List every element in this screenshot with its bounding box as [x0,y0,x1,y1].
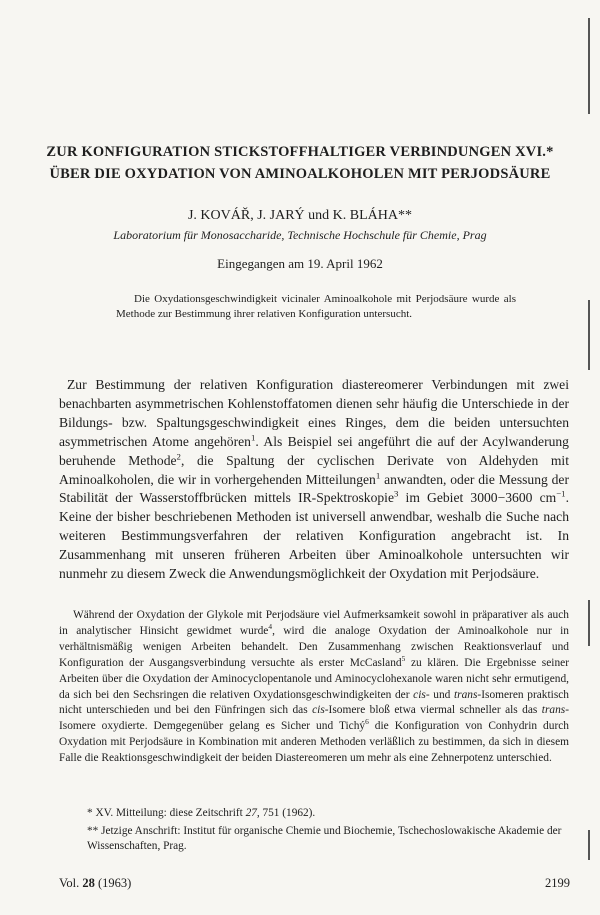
scan-margin-line [588,600,590,646]
page-number: 2199 [545,876,570,890]
authors: J. KOVÁŘ, J. JARÝ und K. BLÁHA** [187,208,412,223]
received-date: Eingegangen am 19. April 1962 [217,256,383,271]
article-title-line-1: ZUR KONFIGURATION STICKSTOFFHALTIGER VERBINDUNGEN XVI.* [46,144,554,160]
scan-margin-line [588,830,590,860]
body-paragraph-1: Zur Bestimmung der relativen Konfiguration diastereomerer Verbindungen mit zwei benachbarten asymmetrischen Kohlenstoffatomen dienen sehr häufig die Unterschiede in der Bildungs- bzw. Spaltungsgeschwindigkeit eines Ringes, dem die beiden untersuchten asymmetrischen Atome angehören$^1$. Als Beispiel sei angeführt die auf der Acylwanderung beruhende Methode$^2$, die Spaltung der cyclischen Derivate von Aldehyden mit Aminoalkoholen, die wir in vorhergehenden Mitteilungen$^1$ anwandten, oder die Messung der Stabilität der Wasserstoffbrücken mittels IR-Spektroskopie$^3$ im Gebiet 3000−3600 $cm^{-1}$. Keine der bisher beschriebenen Methoden ist universell anwendbar, weshalb die Suche nach weiteren Bestimmungsverfahren der relativen Konfiguration angebracht ist. In Zusammenhang mit unseren früheren Arbeiten über Aminoalkohole untersuchten wir nunmehr zu diesem Zweck die Anwendungsmöglichkeit der Oxydation mit Perjodsäure. [59,377,569,582]
scan-margin-line [588,18,590,114]
article-title-line-2: ÜBER DIE OXYDATION VON AMINOALKOHOLEN MIT PERJODSÄURE [49,166,551,182]
affiliation: Laboratorium für Monosaccharide, Technische Hochschule für Chemie, Prag [113,228,487,242]
scan-margin-line [588,300,590,370]
abstract: Die Oxydationsgeschwindigkeit vicinaler Aminoalkohole mit Perjodsäure wurde als Methode zur Bestimmung ihrer relativen Konfiguration untersucht. [116,293,516,320]
footnote-2: ** Jetzige Anschrift: Institut für organische Chemie und Biochemie, Tschechoslowakische Akademie der Wissenschaften, Prag. [87,825,562,852]
footnote-1: * XV. Mitteilung: diese Zeitschrift 27, 751 (1962). [87,807,316,819]
journal-volume: Vol. 28 (1963) [59,876,132,890]
body-paragraph-2: Während der Oxydation der Glykole mit Perjodsäure viel Aufmerksamkeit sowohl in präparativer als auch in analytischer Hinsicht gewidmet wurde$^4$, wird die analoge Oxydation der Aminoalkohole nur in verhältnismäßig wenigen Arbeiten behandelt. Den Zusammenhang zwischen Reaktionsverlauf und Konfiguration der Ausgangsverbindung versuchte als erster McCasland$^5$ zu klären. Die Ergebnisse seiner Arbeiten über die Oxydation der Aminocyclopentanole und Aminocyclohexanole waren nicht sehr ermutigend, da sich bei den Sechsringen die relativen Oxydationsgeschwindigkeiten der cis- und trans-Isomeren praktisch nicht unterschieden und bei den Fünfringen sich das cis-Isomere bloß etwa viermal schneller als das trans-Isomere oxydierte. Demgegenüber gelang es Sicher und Tichý$^6$ die Konfiguration von Conhydrin durch Oxydation mit Perjodsäure in Kombination mit anderen Methoden verläßlich zu bestimmen, da sich in diesem Falle die Reaktionsgeschwindigkeit der beiden Diastereomeren um mehr als eine Zehnerpotenz unterschied. [59,609,569,765]
